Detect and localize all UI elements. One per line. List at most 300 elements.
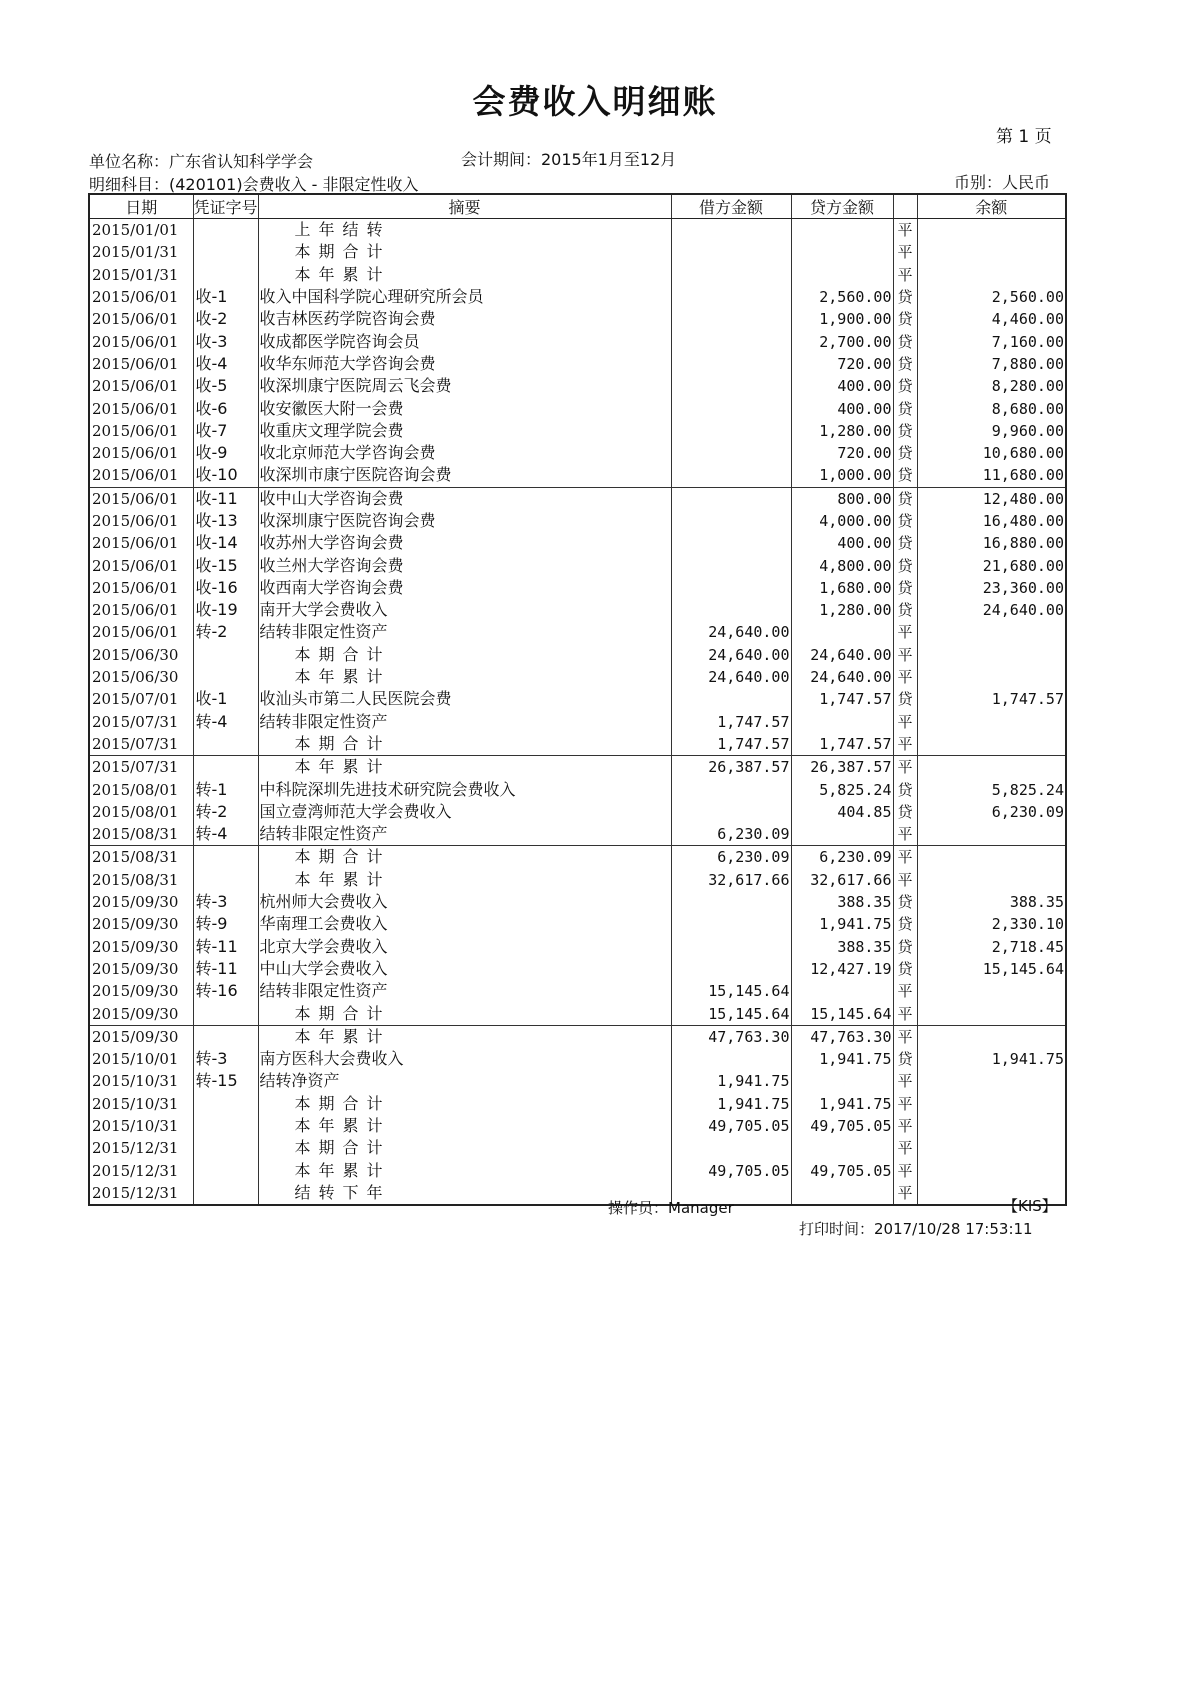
cell-balance: 4,460.00: [917, 308, 1066, 330]
cell-voucher: 收-14: [193, 532, 258, 554]
cell-voucher: [193, 1025, 258, 1048]
cell-credit: 5,825.24: [791, 778, 893, 800]
cell-credit: [791, 1137, 893, 1159]
table-row: [89, 666, 1066, 688]
cell-summary: 杭州师大会费收入: [258, 891, 671, 913]
cell-voucher: 转-15: [193, 1070, 258, 1092]
cell-balance: [917, 756, 1066, 779]
cell-credit: [791, 241, 893, 263]
cell-debit: [671, 286, 791, 308]
cell-credit: 24,640.00: [791, 644, 893, 666]
ledger-header-row: [89, 194, 1066, 219]
print-time: 打印时间：2017/10/28 17:53:11: [799, 1220, 1033, 1238]
cell-debit: [671, 420, 791, 442]
cell-dir: 平: [893, 869, 917, 891]
cell-date: 2015/06/01: [89, 577, 193, 599]
cell-credit: [791, 980, 893, 1002]
cell-balance: 1,941.75: [917, 1048, 1066, 1070]
cell-voucher: [193, 733, 258, 756]
cell-debit: [671, 264, 791, 286]
cell-summary: 南开大学会费收入: [258, 599, 671, 621]
col-header-credit: 贷方金额: [791, 194, 893, 219]
cell-dir: 平: [893, 1002, 917, 1025]
cell-dir: 贷: [893, 1048, 917, 1070]
cell-credit: 47,763.30: [791, 1025, 893, 1048]
cell-summary: 收吉林医药学院咨询会费: [258, 308, 671, 330]
cell-date: 2015/01/31: [89, 264, 193, 286]
cell-dir: 平: [893, 1115, 917, 1137]
cell-credit: 49,705.05: [791, 1115, 893, 1137]
cell-dir: 贷: [893, 464, 917, 487]
cell-summary: 结转非限定性资产: [258, 711, 671, 733]
table-row: [89, 846, 1066, 869]
cell-date: 2015/06/01: [89, 532, 193, 554]
cell-date: 2015/08/01: [89, 778, 193, 800]
cell-debit: [671, 936, 791, 958]
cell-summary: 本期合计: [258, 1137, 671, 1159]
cell-debit: [671, 778, 791, 800]
table-row: [89, 733, 1066, 756]
cell-balance: 2,330.10: [917, 913, 1066, 935]
cell-summary: 结转下年: [258, 1182, 671, 1205]
cell-debit: 6,230.09: [671, 823, 791, 846]
cell-credit: 1,941.75: [791, 1048, 893, 1070]
cell-summary: 收成都医学院咨询会员: [258, 330, 671, 352]
cell-debit: [671, 397, 791, 419]
cell-balance: 6,230.09: [917, 801, 1066, 823]
cell-credit: 26,387.57: [791, 756, 893, 779]
cell-dir: 平: [893, 1025, 917, 1048]
table-row: [89, 577, 1066, 599]
cell-debit: [671, 353, 791, 375]
cell-voucher: 收-5: [193, 375, 258, 397]
table-row: [89, 688, 1066, 710]
cell-voucher: 收-2: [193, 308, 258, 330]
cell-balance: [917, 666, 1066, 688]
cell-summary: 本年累计: [258, 666, 671, 688]
cell-credit: 4,800.00: [791, 554, 893, 576]
cell-debit: 1,941.75: [671, 1093, 791, 1115]
cell-debit: 24,640.00: [671, 666, 791, 688]
cell-dir: 贷: [893, 778, 917, 800]
cell-balance: 2,560.00: [917, 286, 1066, 308]
cell-balance: 8,680.00: [917, 397, 1066, 419]
cell-date: 2015/06/01: [89, 554, 193, 576]
cell-credit: 32,617.66: [791, 869, 893, 891]
cell-voucher: [193, 756, 258, 779]
cell-summary: 本期合计: [258, 733, 671, 756]
table-row: [89, 1048, 1066, 1070]
cell-dir: 平: [893, 756, 917, 779]
cell-dir: 平: [893, 733, 917, 756]
cell-voucher: [193, 241, 258, 263]
cell-date: 2015/06/01: [89, 330, 193, 352]
cell-dir: 平: [893, 1159, 917, 1181]
cell-summary: 本年累计: [258, 264, 671, 286]
col-header-direction: [893, 194, 917, 219]
cell-summary: 本年累计: [258, 1159, 671, 1181]
ledger-table: [88, 193, 1067, 1206]
cell-voucher: 转-3: [193, 891, 258, 913]
cell-voucher: 收-15: [193, 554, 258, 576]
cell-voucher: 转-1: [193, 778, 258, 800]
cell-voucher: [193, 219, 258, 242]
table-row: [89, 869, 1066, 891]
cell-voucher: 转-4: [193, 711, 258, 733]
cell-summary: 南方医科大会费收入: [258, 1048, 671, 1070]
cell-dir: 贷: [893, 688, 917, 710]
cell-debit: 1,941.75: [671, 1070, 791, 1092]
cell-dir: 贷: [893, 532, 917, 554]
cell-date: 2015/06/01: [89, 510, 193, 532]
cell-balance: 21,680.00: [917, 554, 1066, 576]
cell-balance: 7,160.00: [917, 330, 1066, 352]
page-number: 第 1 页: [996, 127, 1052, 147]
cell-credit: 4,000.00: [791, 510, 893, 532]
cell-summary: 收深圳康宁医院周云飞会费: [258, 375, 671, 397]
cell-dir: 贷: [893, 554, 917, 576]
cell-summary: 收兰州大学咨询会费: [258, 554, 671, 576]
table-row: [89, 913, 1066, 935]
cell-dir: 贷: [893, 958, 917, 980]
cell-voucher: [193, 1115, 258, 1137]
cell-summary: 收深圳康宁医院咨询会费: [258, 510, 671, 532]
table-row: [89, 442, 1066, 464]
cell-summary: 华南理工会费收入: [258, 913, 671, 935]
accounting-period: 会计期间：2015年1月至12月: [461, 150, 677, 169]
cell-date: 2015/06/01: [89, 353, 193, 375]
cell-summary: 中山大学会费收入: [258, 958, 671, 980]
cell-balance: [917, 1025, 1066, 1048]
cell-dir: 贷: [893, 801, 917, 823]
cell-date: 2015/09/30: [89, 891, 193, 913]
cell-date: 2015/06/30: [89, 666, 193, 688]
table-row: [89, 487, 1066, 510]
col-header-voucher: 凭证字号: [193, 194, 258, 219]
cell-date: 2015/01/01: [89, 219, 193, 242]
table-row: [89, 219, 1066, 242]
table-row: [89, 644, 1066, 666]
cell-credit: 2,700.00: [791, 330, 893, 352]
cell-debit: 15,145.64: [671, 1002, 791, 1025]
cell-dir: 平: [893, 241, 917, 263]
cell-dir: 平: [893, 823, 917, 846]
cell-debit: [671, 1137, 791, 1159]
cell-debit: [671, 464, 791, 487]
cell-dir: 贷: [893, 375, 917, 397]
cell-credit: 12,427.19: [791, 958, 893, 980]
cell-summary: 本期合计: [258, 241, 671, 263]
cell-summary: 收安徽医大附一会费: [258, 397, 671, 419]
cell-credit: 1,747.57: [791, 688, 893, 710]
cell-dir: 贷: [893, 286, 917, 308]
system-tag: 【KIS】: [1003, 1197, 1057, 1215]
currency-label: 币别：人民币: [954, 173, 1051, 192]
table-row: [89, 330, 1066, 352]
table-row: [89, 756, 1066, 779]
cell-debit: [671, 219, 791, 242]
cell-summary: 收汕头市第二人民医院会费: [258, 688, 671, 710]
cell-balance: 15,145.64: [917, 958, 1066, 980]
ledger-title: 会费收入明细账: [472, 82, 718, 121]
cell-debit: [671, 510, 791, 532]
cell-date: 2015/09/30: [89, 958, 193, 980]
cell-voucher: 收-10: [193, 464, 258, 487]
cell-balance: 12,480.00: [917, 487, 1066, 510]
cell-voucher: 收-16: [193, 577, 258, 599]
cell-balance: [917, 1093, 1066, 1115]
cell-voucher: 收-1: [193, 688, 258, 710]
cell-debit: [671, 375, 791, 397]
col-header-date: 日期: [89, 194, 193, 219]
cell-dir: 贷: [893, 420, 917, 442]
table-row: [89, 264, 1066, 286]
table-row: [89, 241, 1066, 263]
col-header-debit: 借方金额: [671, 194, 791, 219]
cell-credit: 1,680.00: [791, 577, 893, 599]
cell-voucher: 收-1: [193, 286, 258, 308]
cell-balance: 9,960.00: [917, 420, 1066, 442]
cell-dir: 贷: [893, 442, 917, 464]
unit-name: 单位名称：广东省认知科学学会: [89, 152, 314, 171]
cell-credit: 388.35: [791, 936, 893, 958]
cell-date: 2015/07/01: [89, 688, 193, 710]
cell-date: 2015/01/31: [89, 241, 193, 263]
cell-summary: 国立壹湾师范大学会费收入: [258, 801, 671, 823]
cell-credit: 1,000.00: [791, 464, 893, 487]
cell-debit: [671, 487, 791, 510]
cell-balance: [917, 823, 1066, 846]
cell-voucher: [193, 846, 258, 869]
cell-voucher: 转-11: [193, 936, 258, 958]
cell-balance: 8,280.00: [917, 375, 1066, 397]
cell-summary: 本年累计: [258, 1025, 671, 1048]
cell-summary: 北京大学会费收入: [258, 936, 671, 958]
cell-date: 2015/06/01: [89, 487, 193, 510]
cell-debit: [671, 599, 791, 621]
cell-dir: 贷: [893, 913, 917, 935]
cell-balance: [917, 644, 1066, 666]
table-row: [89, 980, 1066, 1002]
cell-dir: 平: [893, 1070, 917, 1092]
cell-voucher: [193, 1159, 258, 1181]
cell-balance: [917, 869, 1066, 891]
cell-dir: 贷: [893, 936, 917, 958]
cell-voucher: [193, 1093, 258, 1115]
cell-date: 2015/06/01: [89, 286, 193, 308]
cell-credit: [791, 711, 893, 733]
operator-label: 操作员：Manager: [608, 1199, 734, 1217]
table-row: [89, 1159, 1066, 1181]
cell-date: 2015/06/01: [89, 420, 193, 442]
cell-balance: 23,360.00: [917, 577, 1066, 599]
cell-balance: 10,680.00: [917, 442, 1066, 464]
table-row: [89, 375, 1066, 397]
col-header-summary: 摘要: [258, 194, 671, 219]
cell-credit: 2,560.00: [791, 286, 893, 308]
table-row: [89, 711, 1066, 733]
table-row: [89, 397, 1066, 419]
cell-voucher: 收-9: [193, 442, 258, 464]
cell-balance: 388.35: [917, 891, 1066, 913]
cell-summary: 本年累计: [258, 1115, 671, 1137]
cell-dir: 平: [893, 711, 917, 733]
cell-date: 2015/08/31: [89, 869, 193, 891]
cell-voucher: [193, 666, 258, 688]
table-row: [89, 510, 1066, 532]
cell-date: 2015/06/30: [89, 644, 193, 666]
cell-balance: [917, 219, 1066, 242]
cell-balance: [917, 733, 1066, 756]
table-row: [89, 1002, 1066, 1025]
cell-voucher: 转-16: [193, 980, 258, 1002]
cell-date: 2015/06/01: [89, 375, 193, 397]
cell-debit: 1,747.57: [671, 733, 791, 756]
table-row: [89, 353, 1066, 375]
cell-debit: 6,230.09: [671, 846, 791, 869]
table-row: [89, 464, 1066, 487]
cell-voucher: 收-6: [193, 397, 258, 419]
cell-debit: 32,617.66: [671, 869, 791, 891]
cell-dir: 平: [893, 1137, 917, 1159]
cell-date: 2015/06/01: [89, 442, 193, 464]
cell-summary: 本期合计: [258, 644, 671, 666]
cell-balance: 24,640.00: [917, 599, 1066, 621]
cell-voucher: 转-9: [193, 913, 258, 935]
cell-credit: 400.00: [791, 375, 893, 397]
cell-balance: [917, 241, 1066, 263]
cell-debit: [671, 891, 791, 913]
cell-date: 2015/08/01: [89, 801, 193, 823]
cell-date: 2015/09/30: [89, 936, 193, 958]
cell-dir: 贷: [893, 487, 917, 510]
cell-date: 2015/09/30: [89, 1025, 193, 1048]
cell-voucher: 收-4: [193, 353, 258, 375]
cell-credit: 1,900.00: [791, 308, 893, 330]
cell-debit: [671, 308, 791, 330]
cell-debit: 49,705.05: [671, 1159, 791, 1181]
table-row: [89, 823, 1066, 846]
cell-date: 2015/09/30: [89, 913, 193, 935]
cell-summary: 上年结转: [258, 219, 671, 242]
cell-balance: [917, 846, 1066, 869]
table-row: [89, 420, 1066, 442]
col-header-balance: 余额: [917, 194, 1066, 219]
cell-summary: 本年累计: [258, 869, 671, 891]
cell-credit: [791, 1070, 893, 1092]
cell-credit: 1,941.75: [791, 913, 893, 935]
cell-debit: [671, 532, 791, 554]
table-row: [89, 1093, 1066, 1115]
table-row: [89, 286, 1066, 308]
cell-summary: 结转非限定性资产: [258, 980, 671, 1002]
cell-date: 2015/09/30: [89, 1002, 193, 1025]
cell-credit: [791, 1182, 893, 1205]
cell-voucher: 收-7: [193, 420, 258, 442]
cell-credit: 15,145.64: [791, 1002, 893, 1025]
cell-voucher: [193, 1002, 258, 1025]
detail-subject: 明细科目：(420101)会费收入 - 非限定性收入: [89, 175, 419, 194]
cell-date: 2015/09/30: [89, 980, 193, 1002]
cell-balance: [917, 621, 1066, 643]
table-row: [89, 532, 1066, 554]
cell-date: 2015/10/01: [89, 1048, 193, 1070]
cell-balance: 7,880.00: [917, 353, 1066, 375]
cell-dir: 贷: [893, 577, 917, 599]
cell-summary: 本期合计: [258, 1093, 671, 1115]
cell-balance: [917, 264, 1066, 286]
cell-credit: 24,640.00: [791, 666, 893, 688]
cell-dir: 平: [893, 1182, 917, 1205]
cell-credit: 800.00: [791, 487, 893, 510]
cell-credit: [791, 823, 893, 846]
cell-date: 2015/07/31: [89, 756, 193, 779]
cell-summary: 收北京师范大学咨询会费: [258, 442, 671, 464]
cell-credit: 1,941.75: [791, 1093, 893, 1115]
cell-credit: 1,280.00: [791, 599, 893, 621]
cell-dir: 平: [893, 644, 917, 666]
cell-debit: [671, 958, 791, 980]
cell-balance: 5,825.24: [917, 778, 1066, 800]
cell-date: 2015/10/31: [89, 1093, 193, 1115]
cell-summary: 中科院深圳先进技术研究院会费收入: [258, 778, 671, 800]
cell-balance: [917, 1159, 1066, 1181]
cell-dir: 贷: [893, 891, 917, 913]
cell-debit: [671, 241, 791, 263]
cell-summary: 本年累计: [258, 756, 671, 779]
cell-debit: [671, 442, 791, 464]
cell-balance: [917, 1115, 1066, 1137]
cell-balance: 16,880.00: [917, 532, 1066, 554]
table-row: [89, 308, 1066, 330]
cell-credit: 720.00: [791, 442, 893, 464]
cell-summary: 结转非限定性资产: [258, 621, 671, 643]
cell-date: 2015/06/01: [89, 621, 193, 643]
cell-credit: 720.00: [791, 353, 893, 375]
cell-balance: 1,747.57: [917, 688, 1066, 710]
cell-voucher: 收-11: [193, 487, 258, 510]
cell-dir: 平: [893, 666, 917, 688]
cell-credit: 1,280.00: [791, 420, 893, 442]
table-row: [89, 1115, 1066, 1137]
cell-credit: [791, 264, 893, 286]
table-row: [89, 1025, 1066, 1048]
cell-voucher: 收-13: [193, 510, 258, 532]
cell-voucher: 转-11: [193, 958, 258, 980]
table-row: [89, 1182, 1066, 1205]
cell-dir: 贷: [893, 510, 917, 532]
cell-summary: 本期合计: [258, 1002, 671, 1025]
table-row: [89, 1137, 1066, 1159]
cell-summary: 收中山大学咨询会费: [258, 487, 671, 510]
cell-debit: [671, 330, 791, 352]
cell-date: 2015/12/31: [89, 1159, 193, 1181]
cell-debit: [671, 688, 791, 710]
cell-debit: 26,387.57: [671, 756, 791, 779]
cell-voucher: [193, 1137, 258, 1159]
cell-credit: 400.00: [791, 397, 893, 419]
cell-debit: [671, 1048, 791, 1070]
cell-credit: [791, 621, 893, 643]
cell-voucher: [193, 1182, 258, 1205]
cell-balance: [917, 711, 1066, 733]
cell-debit: 24,640.00: [671, 621, 791, 643]
cell-dir: 贷: [893, 353, 917, 375]
cell-dir: 平: [893, 980, 917, 1002]
cell-voucher: [193, 264, 258, 286]
cell-date: 2015/06/01: [89, 397, 193, 419]
cell-summary: 收华东师范大学咨询会费: [258, 353, 671, 375]
